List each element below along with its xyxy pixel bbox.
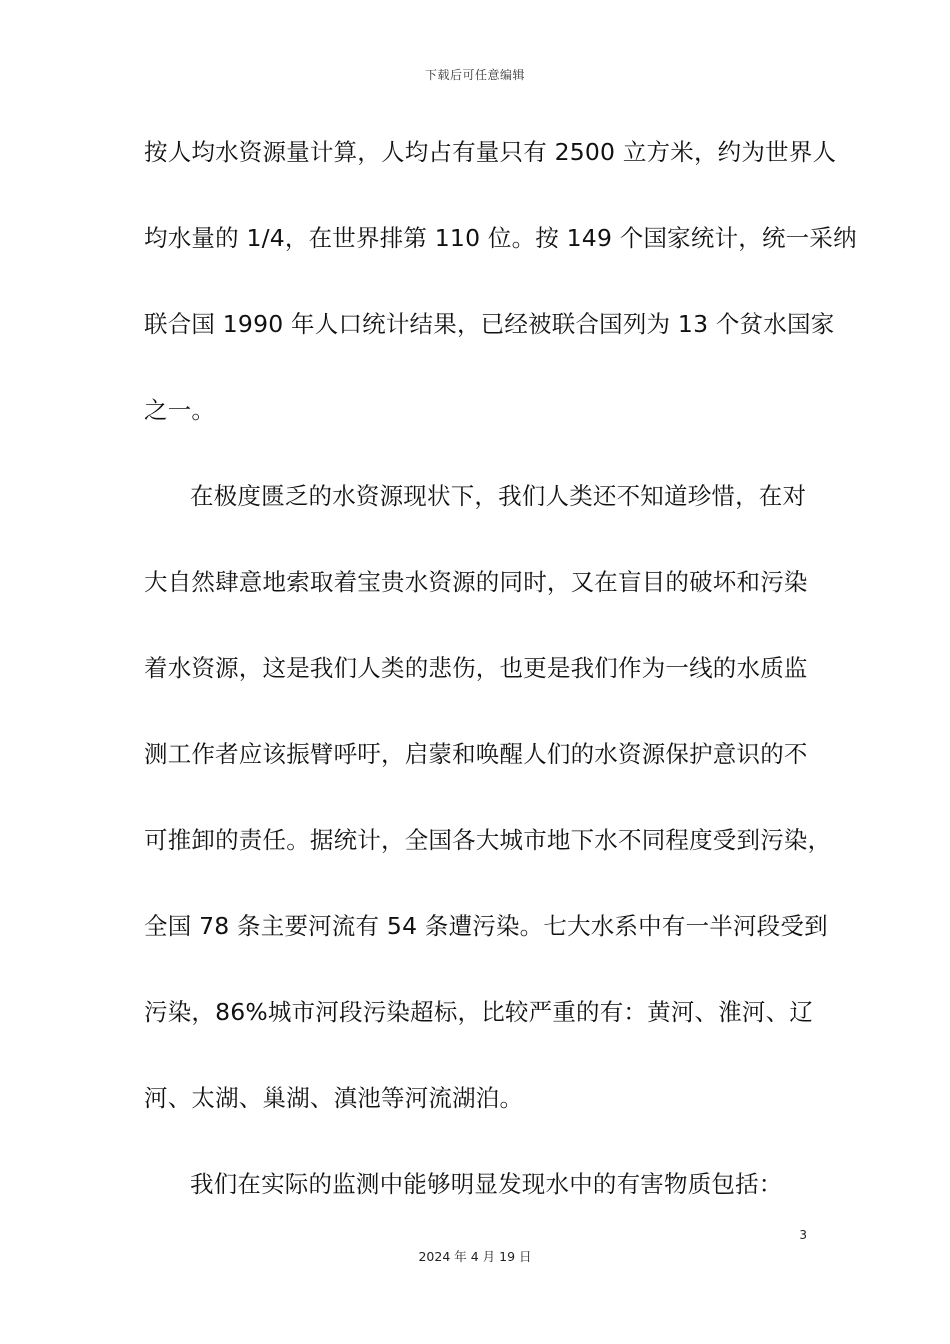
- page-header: 下载后可任意编辑: [424, 68, 525, 82]
- body-line: 着水资源，这是我们人类的悲伤，也更是我们作为一线的水质监: [144, 654, 808, 682]
- paragraph-first-line: 在极度匮乏的水资源现状下，我们人类还不知道珍惜，在对: [190, 482, 807, 510]
- body-line: 可推卸的责任。据统计，全国各大城市地下水不同程度受到污染，: [144, 826, 832, 854]
- body-line: 联合国 1990 年人口统计结果，已经被联合国列为 13 个贫水国家: [144, 310, 835, 338]
- body-line: 之一。: [144, 396, 216, 424]
- body-line: 按人均水资源量计算，人均占有量只有 2500 立方米，约为世界人: [144, 138, 837, 166]
- body-line: 全国 78 条主要河流有 54 条遭污染。七大水系中有一半河段受到: [144, 912, 828, 940]
- paragraph-first-line: 我们在实际的监测中能够明显发现水中的有害物质包括：: [190, 1170, 783, 1198]
- footer-date: 2024 年 4 月 19 日: [418, 1249, 532, 1264]
- document-body: [144, 128, 857, 1246]
- body-line: 大自然肆意地索取着宝贵水资源的同时，又在盲目的破坏和污染: [144, 568, 808, 596]
- body-line: 河、太湖、巢湖、滇池等河流湖泊。: [144, 1084, 524, 1112]
- body-line: 污染，86%城市河段污染超标，比较严重的有：黄河、淮河、辽: [144, 998, 814, 1026]
- body-line: 测工作者应该振臂呼吁，启蒙和唤醒人们的水资源保护意识的不: [144, 740, 808, 768]
- page-number: 3: [799, 1228, 807, 1242]
- body-line: 均水量的 1/4，在世界排第 110 位。按 149 个国家统计，统一采纳: [144, 224, 857, 252]
